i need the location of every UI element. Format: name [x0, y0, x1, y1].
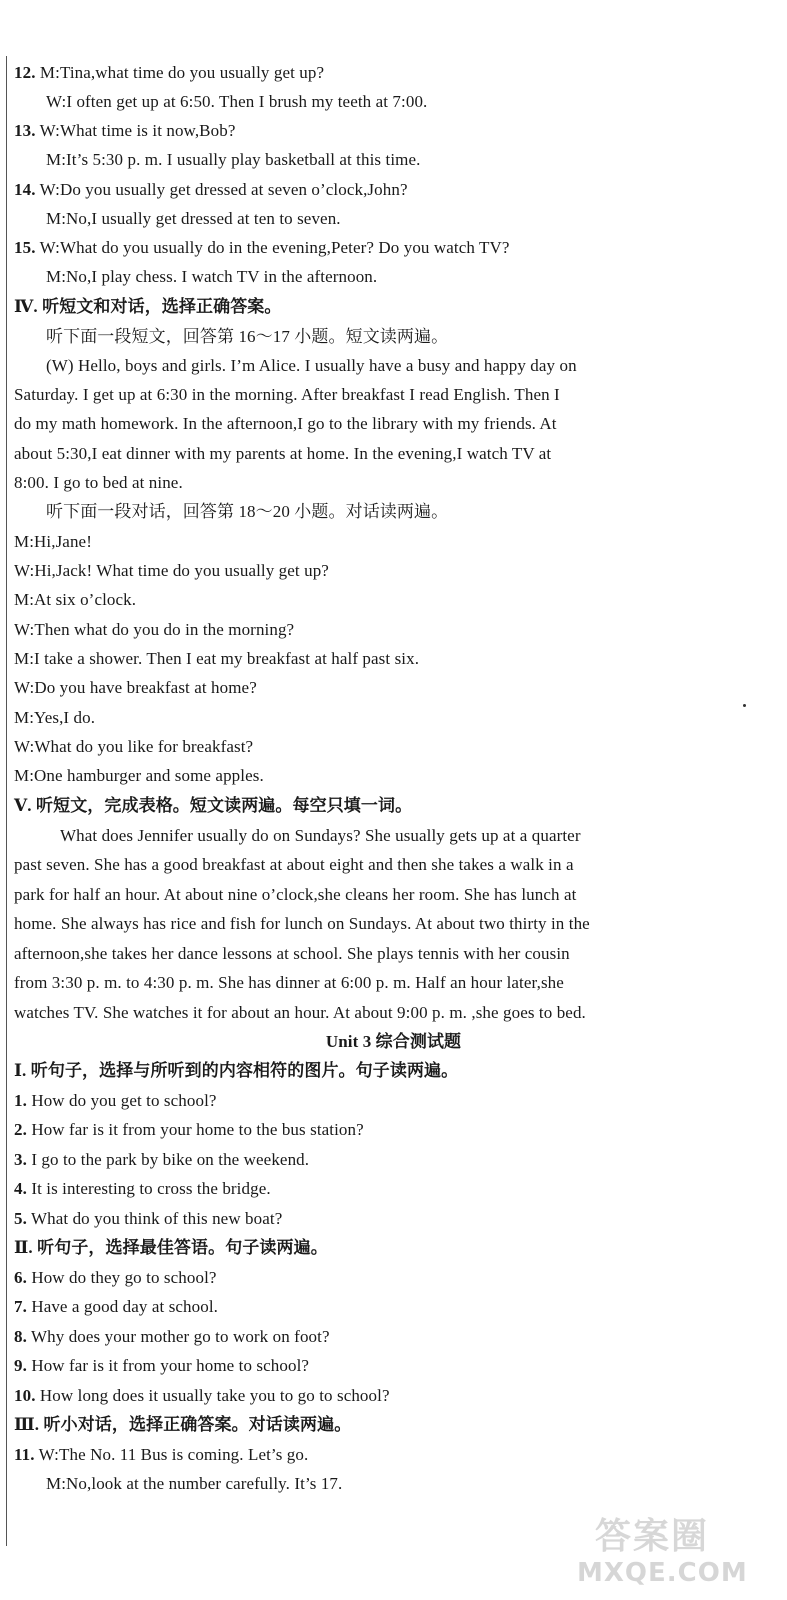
- passage-line: What does Jennifer usually do on Sundays? She usually gets up at a quarter: [60, 826, 581, 845]
- list-item: [14, 1385, 390, 1407]
- passage-line: Saturday. I get up at 6:30 in the morning. After breakfast I read English. Then I: [14, 385, 560, 404]
- unit-3-title: Unit 3 综合测试题: [325, 1032, 462, 1051]
- q11-line-w: [14, 1444, 308, 1466]
- dialog-line: M:Yes,I do.: [14, 708, 96, 727]
- q13-number: 13.: [14, 121, 36, 140]
- q11-m-text: M:No,look at the number carefully. It’s 17.: [46, 1474, 343, 1493]
- item-number: 7.: [14, 1297, 27, 1316]
- q15-number: 15.: [14, 238, 36, 257]
- item-number: 6.: [14, 1268, 27, 1287]
- item-number: 3.: [14, 1150, 27, 1169]
- passage-line: from 3:30 p. m. to 4:30 p. m. She has dinner at 6:00 p. m. Half an hour later,she: [14, 973, 564, 992]
- item-text: Have a good day at school.: [31, 1297, 219, 1316]
- dialog-line: M:I take a shower. Then I eat my breakfast at half past six.: [14, 649, 420, 668]
- q11-number: 11.: [14, 1445, 35, 1464]
- dialog-line: W:Then what do you do in the morning?: [14, 620, 295, 639]
- item-number: 5.: [14, 1209, 27, 1228]
- unit3-section-3-heading: Ⅲ. 听小对话，选择正确答案。对话读两遍。: [14, 1415, 352, 1434]
- dialog-line: M:Hi,Jane!: [14, 532, 92, 551]
- passage-line: 8:00. I go to bed at nine.: [14, 473, 183, 492]
- passage-line: afternoon,she takes her dance lessons at school. She plays tennis with her cousin: [14, 944, 570, 963]
- item-text: I go to the park by bike on the weekend.: [31, 1150, 310, 1169]
- passage-line: (W) Hello, boys and girls. I’m Alice. I usually have a busy and happy day on: [46, 356, 577, 375]
- unit3-section-2-heading: Ⅱ. 听句子，选择最佳答语。句子读两遍。: [14, 1238, 328, 1257]
- q13-m-text: M:It’s 5:30 p. m. I usually play basketball at this time.: [46, 150, 421, 169]
- unit3-section-1-heading: Ⅰ. 听句子，选择与所听到的内容相符的图片。句子读两遍。: [14, 1061, 459, 1080]
- item-text: How long does it usually take you to go to school?: [39, 1386, 390, 1405]
- dialog-line: W:Do you have breakfast at home?: [14, 678, 257, 697]
- item-text: How far is it from your home to the bus station?: [31, 1120, 364, 1139]
- list-item: [14, 1267, 217, 1289]
- item-text: How do they go to school?: [31, 1268, 217, 1287]
- section-4-intro-passage: 听下面一段短文，回答第 16～17 小题。短文读两遍。: [46, 327, 449, 346]
- q15-w-text: W:What do you usually do in the evening,Peter? Do you watch TV?: [39, 238, 510, 257]
- passage-line: park for half an hour. At about nine o’clock,she cleans her room. She has lunch at: [14, 885, 577, 904]
- q14-w-text: W:Do you usually get dressed at seven o’clock,John?: [39, 180, 408, 199]
- q14-m-text: M:No,I usually get dressed at ten to seven.: [46, 209, 341, 228]
- item-text: How do you get to school?: [31, 1091, 217, 1110]
- list-item: [14, 1326, 330, 1348]
- watermark-logo: [575, 1508, 775, 1592]
- q11-w-text: W:The No. 11 Bus is coming. Let’s go.: [38, 1445, 309, 1464]
- dialog-line: M:One hamburger and some apples.: [14, 766, 264, 785]
- section-4-heading: Ⅳ. 听短文和对话，选择正确答案。: [14, 297, 282, 316]
- list-item: [14, 1119, 364, 1141]
- q12-number: 12.: [14, 63, 36, 82]
- list-item: [14, 1208, 282, 1230]
- list-item: [14, 1355, 309, 1377]
- passage-line: home. She always has rice and fish for lunch on Sundays. At about two thirty in the: [14, 914, 590, 933]
- item-text: Why does your mother go to work on foot?: [31, 1327, 330, 1346]
- left-margin-rule: [6, 56, 7, 1546]
- item-number: 8.: [14, 1327, 27, 1346]
- passage-line: watches TV. She watches it for about an hour. At about 9:00 p. m. ,she goes to bed.: [14, 1003, 586, 1022]
- list-item: [14, 1296, 218, 1318]
- dialog-line: W:What do you like for breakfast?: [14, 737, 254, 756]
- q14-number: 14.: [14, 180, 36, 199]
- item-text: It is interesting to cross the bridge.: [31, 1179, 271, 1198]
- watermark-top-text: 答案圈: [595, 1516, 710, 1557]
- list-item: [14, 1149, 309, 1171]
- item-number: 10.: [14, 1386, 36, 1405]
- item-number: 4.: [14, 1179, 27, 1198]
- item-text: How far is it from your home to school?: [31, 1356, 310, 1375]
- section-5-heading: Ⅴ. 听短文，完成表格。短文读两遍。每空只填一词。: [14, 796, 413, 815]
- watermark-bottom-text: MXQE.COM: [577, 1558, 748, 1588]
- passage-line: about 5:30,I eat dinner with my parents at home. In the evening,I watch TV at: [14, 444, 552, 463]
- stray-mark: [743, 704, 746, 707]
- q12-m-text: M:Tina,what time do you usually get up?: [39, 63, 325, 82]
- item-text: What do you think of this new boat?: [31, 1209, 283, 1228]
- dialog-line: W:Hi,Jack! What time do you usually get up?: [14, 561, 329, 580]
- list-item: [14, 1178, 271, 1200]
- q12-line-m: [14, 62, 324, 84]
- section-4-intro-dialog: 听下面一段对话，回答第 18～20 小题。对话读两遍。: [46, 502, 449, 521]
- q15-m-text: M:No,I play chess. I watch TV in the afternoon.: [46, 267, 378, 286]
- item-number: 2.: [14, 1120, 27, 1139]
- dialog-line: M:At six o’clock.: [14, 590, 137, 609]
- passage-line: past seven. She has a good breakfast at about eight and then she takes a walk in a: [14, 855, 574, 874]
- q13-line-w: [14, 120, 235, 142]
- item-number: 9.: [14, 1356, 27, 1375]
- q15-line-w: [14, 237, 510, 259]
- list-item: [14, 1090, 217, 1112]
- passage-line: do my math homework. In the afternoon,I go to the library with my friends. At: [14, 414, 557, 433]
- item-number: 1.: [14, 1091, 27, 1110]
- q12-w-text: W:I often get up at 6:50. Then I brush my teeth at 7:00.: [46, 92, 428, 111]
- q13-w-text: W:What time is it now,Bob?: [39, 121, 236, 140]
- q14-line-w: [14, 179, 408, 201]
